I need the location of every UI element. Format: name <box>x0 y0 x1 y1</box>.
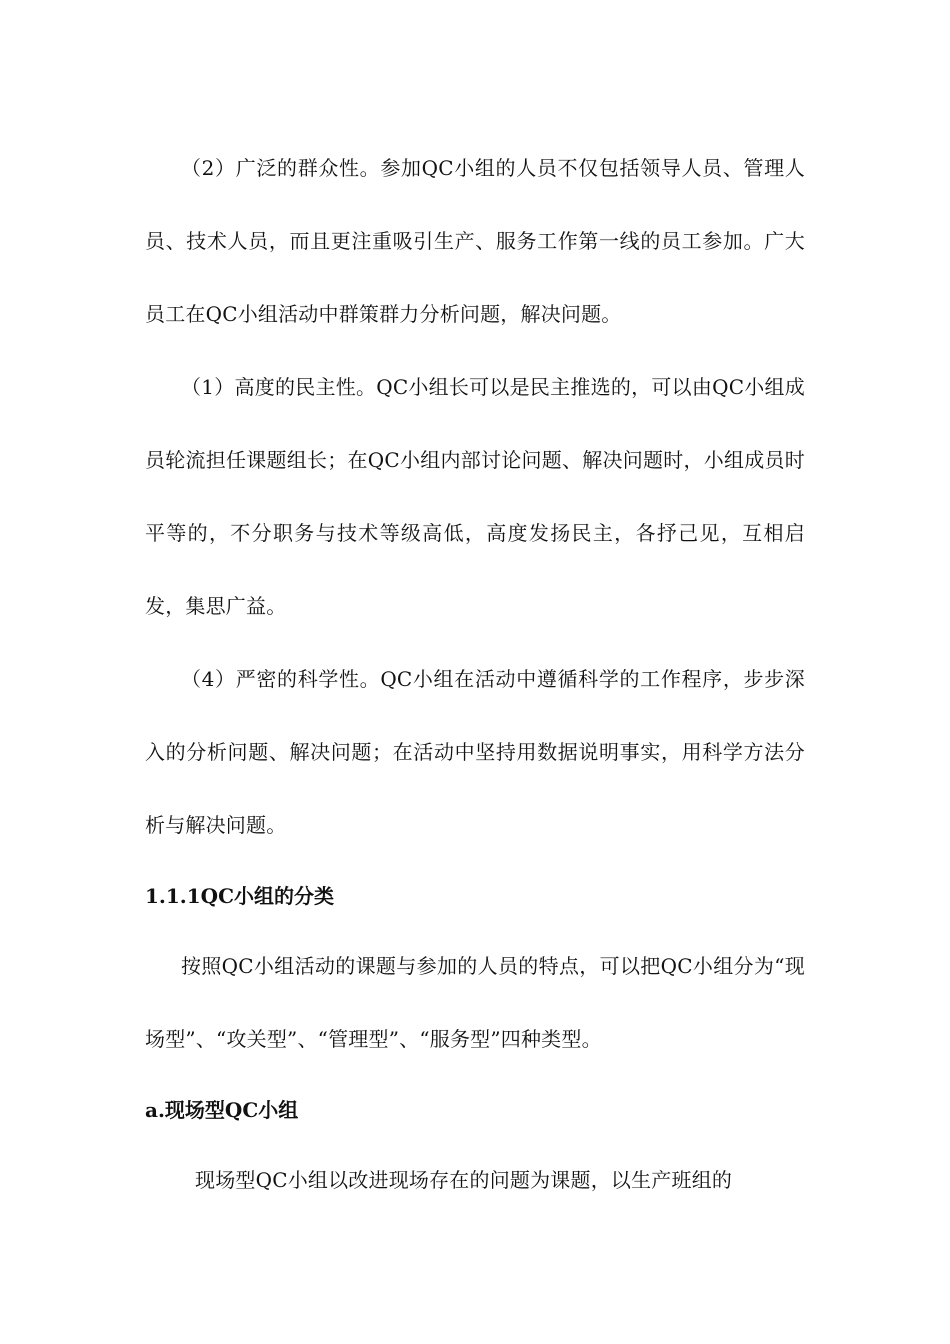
paragraph-scientific: （4）严密的科学性。QC小组在活动中遵循科学的工作程序，步步深入的分析问题、解决问题；在活动中坚持用数据说明事实，用科学方法分析与解决问题。 <box>145 667 805 837</box>
paragraph-onsite-qc: 现场型QC小组以改进现场存在的问题为课题，以生产班组的 <box>195 1168 733 1192</box>
document-body <box>145 132 805 1217</box>
subsection-heading-onsite-qc: a.现场型QC小组 <box>145 1098 299 1122</box>
paragraph-mass-participation: （2）广泛的群众性。参加QC小组的人员不仅包括领导人员、管理人员、技术人员，而且更注重吸引生产、服务工作第一线的员工参加。广大员工在QC小组活动中群策群力分析问题，解决问题。 <box>145 156 805 326</box>
section-heading-qc-classification: 1.1.1QC小组的分类 <box>145 884 335 908</box>
paragraph-democracy: （1）高度的民主性。QC小组长可以是民主推选的，可以由QC小组成员轮流担任课题组长；在QC小组内部讨论问题、解决问题时，小组成员时平等的，不分职务与技术等级高低，高度发扬民主，各抒己见，互相启发，集思广益。 <box>145 375 805 618</box>
paragraph-classification: 按照QC小组活动的课题与参加的人员的特点，可以把QC小组分为“现场型”、“攻关型”、“管理型”、“服务型”四种类型。 <box>145 954 805 1051</box>
